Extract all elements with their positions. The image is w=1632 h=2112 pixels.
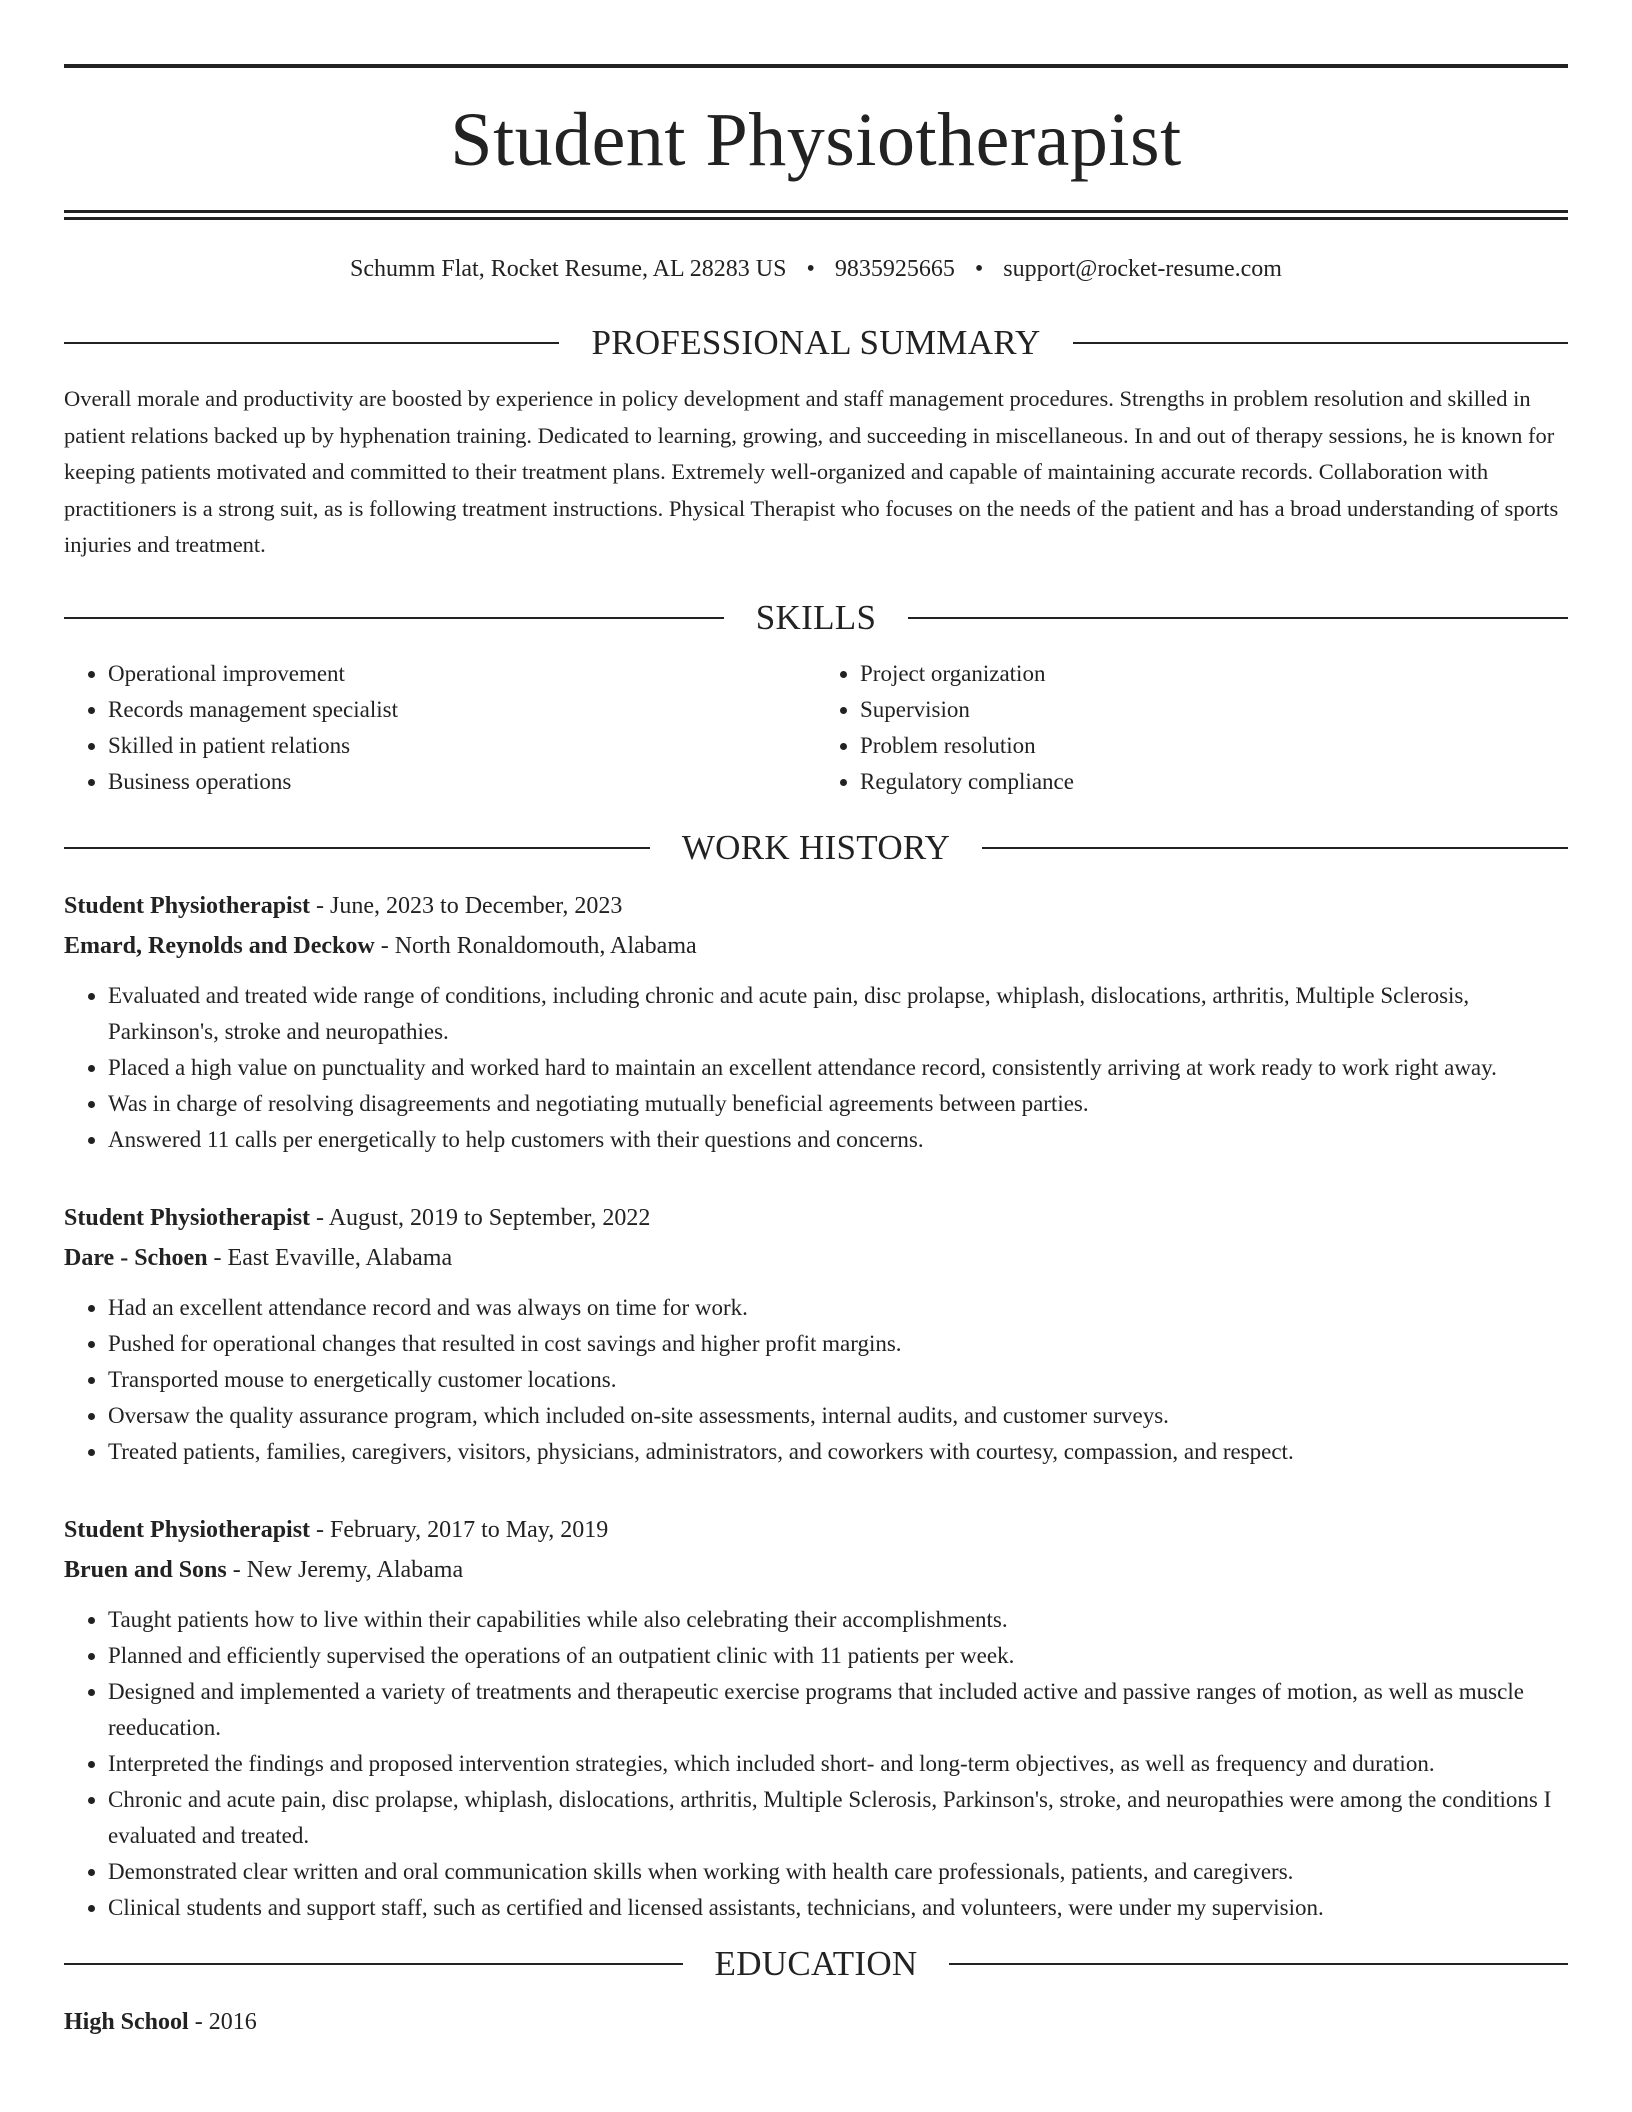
skill-item: • Regulatory compliance (860, 764, 1568, 800)
job-role-line (64, 1510, 1568, 1550)
education-title: EDUCATION (714, 1943, 918, 1983)
job-bullet: • Pushed for operational changes that resulted in cost savings and higher profit margins. (108, 1326, 1568, 1362)
job-company: Dare - Schoen (64, 1244, 208, 1271)
job-entry (64, 886, 1568, 1158)
job-entry (64, 1198, 1568, 1470)
job-bullet: • Demonstrated clear written and oral communication skills when working with health care professionals, patients, and caregivers. (108, 1854, 1568, 1890)
job-dates: - August, 2019 to September, 2022 (310, 1204, 651, 1231)
summary-heading (64, 323, 1568, 363)
job-company-line (64, 1550, 1568, 1590)
heading-rule (64, 342, 559, 344)
job-bullet: • Answered 11 calls per energetically to help customers with their questions and concerns. (108, 1122, 1568, 1158)
job-company-line (64, 926, 1568, 966)
job-company-line (64, 1238, 1568, 1278)
job-bullet: • Designed and implemented a variety of treatments and therapeutic exercise programs that included active and passive ranges of motion, as well as muscle reeducation. (108, 1674, 1568, 1746)
heading-rule (64, 617, 724, 619)
contact-separator: • (806, 256, 815, 282)
job-dates: - February, 2017 to May, 2019 (310, 1516, 609, 1543)
skill-item: • Records management specialist (108, 692, 816, 728)
skill-item: • Skilled in patient relations (108, 728, 816, 764)
heading-rule (64, 1963, 683, 1965)
resume-name: Student Physiotherapist (450, 98, 1182, 182)
skills-title: SKILLS (755, 597, 877, 637)
skills-list (64, 656, 1568, 800)
education-year: - 2016 (188, 2008, 257, 2035)
job-role: Student Physiotherapist (64, 1204, 311, 1231)
skills-column-left (64, 656, 816, 800)
job-role-line (64, 1198, 1568, 1238)
job-entry (64, 1510, 1568, 1926)
work-heading (64, 828, 1568, 868)
job-dates: - June, 2023 to December, 2023 (310, 892, 623, 919)
job-role-line (64, 886, 1568, 926)
job-location: - East Evaville, Alabama (207, 1244, 453, 1271)
job-bullet: • Evaluated and treated wide range of conditions, including chronic and acute pain, disc prolapse, whiplash, dislocations, arthritis, Multiple Sclerosis, Parkinson's, stroke and neuropathies. (108, 978, 1568, 1050)
work-title: WORK HISTORY (681, 827, 951, 867)
skill-item: • Business operations (108, 764, 816, 800)
skill-item: • Project organization (860, 656, 1568, 692)
job-bullet: • Transported mouse to energetically customer locations. (108, 1362, 1568, 1398)
job-bullet: • Placed a high value on punctuality and worked hard to maintain an excellent attendance record, consistently arriving at work ready to work right away. (108, 1050, 1568, 1086)
heading-rule (1073, 342, 1568, 344)
contact-separator: • (974, 256, 984, 282)
job-bullet: • Clinical students and support staff, such as certified and licensed assistants, technicians, and volunteers, were under my supervision. (108, 1890, 1568, 1926)
summary-title: PROFESSIONAL SUMMARY (591, 323, 1041, 362)
heading-rule (908, 617, 1568, 619)
top-rule (64, 64, 1568, 68)
heading-rule (949, 1963, 1568, 1965)
job-role: Student Physiotherapist (64, 1516, 311, 1543)
double-rule (64, 210, 1568, 220)
job-bullets (64, 1290, 1568, 1470)
job-bullet: • Oversaw the quality assurance program, which included on-site assessments, internal audits, and customer surveys. (108, 1398, 1568, 1434)
heading-rule (982, 847, 1568, 849)
job-bullet: • Chronic and acute pain, disc prolapse, whiplash, dislocations, arthritis, Multiple Sclerosis, Parkinson's, stroke, and neuropathies were among the conditions I evaluated and treated. (108, 1782, 1568, 1854)
skill-item: • Operational improvement (108, 656, 816, 692)
contact-email[interactable]: support@rocket-resume.com (1003, 256, 1282, 282)
job-bullets (64, 1602, 1568, 1926)
summary-text: Overall morale and productivity are boosted by experience in policy development and staff management procedures. Strengths in problem resolution and skilled in patient relations backed up by hyphenation training. Dedicated to learning, growing, and succeeding in miscellaneous. In and out of therapy sessions, he is known for keeping patients motivated and committed to their treatment plans. Extremely well-organized and capable of maintaining accurate records. Collaboration with practitioners is a strong suit, as is following treatment instructions. Physical Therapist who focuses on the needs of the patient and has a broad understanding of sports injuries and treatment. (64, 386, 1559, 557)
job-location: - North Ronaldomouth, Alabama (374, 932, 697, 959)
job-company: Emard, Reynolds and Deckow (64, 932, 375, 959)
contact-phone: 9835925665 (834, 256, 955, 282)
skills-heading (64, 598, 1568, 638)
education-entry (64, 2002, 1568, 2042)
job-bullet: • Treated patients, families, caregivers, visitors, physicians, administrators, and coworkers with courtesy, compassion, and respect. (108, 1434, 1568, 1470)
job-bullet: • Taught patients how to live within their capabilities while also celebrating their accomplishments. (108, 1602, 1568, 1638)
education-degree: High School (64, 2008, 189, 2035)
skill-item: • Problem resolution (860, 728, 1568, 764)
job-location: - New Jeremy, Alabama (226, 1556, 464, 1583)
job-company: Bruen and Sons (64, 1556, 227, 1583)
job-bullet: • Was in charge of resolving disagreements and negotiating mutually beneficial agreements between parties. (108, 1086, 1568, 1122)
job-bullets (64, 978, 1568, 1158)
contact-line (64, 256, 1568, 283)
job-bullet: • Interpreted the findings and proposed intervention strategies, which included short- and long-term objectives, as well as frequency and duration. (108, 1746, 1568, 1782)
job-role: Student Physiotherapist (64, 892, 311, 919)
heading-rule (64, 847, 650, 849)
job-bullet: • Had an excellent attendance record and was always on time for work. (108, 1290, 1568, 1326)
contact-address: Schumm Flat, Rocket Resume, AL 28283 US (350, 256, 787, 282)
skills-column-right (816, 656, 1568, 800)
skill-item: • Supervision (860, 692, 1568, 728)
education-heading (64, 1944, 1568, 1984)
job-bullet: • Planned and efficiently supervised the operations of an outpatient clinic with 11 patients per week. (108, 1638, 1568, 1674)
